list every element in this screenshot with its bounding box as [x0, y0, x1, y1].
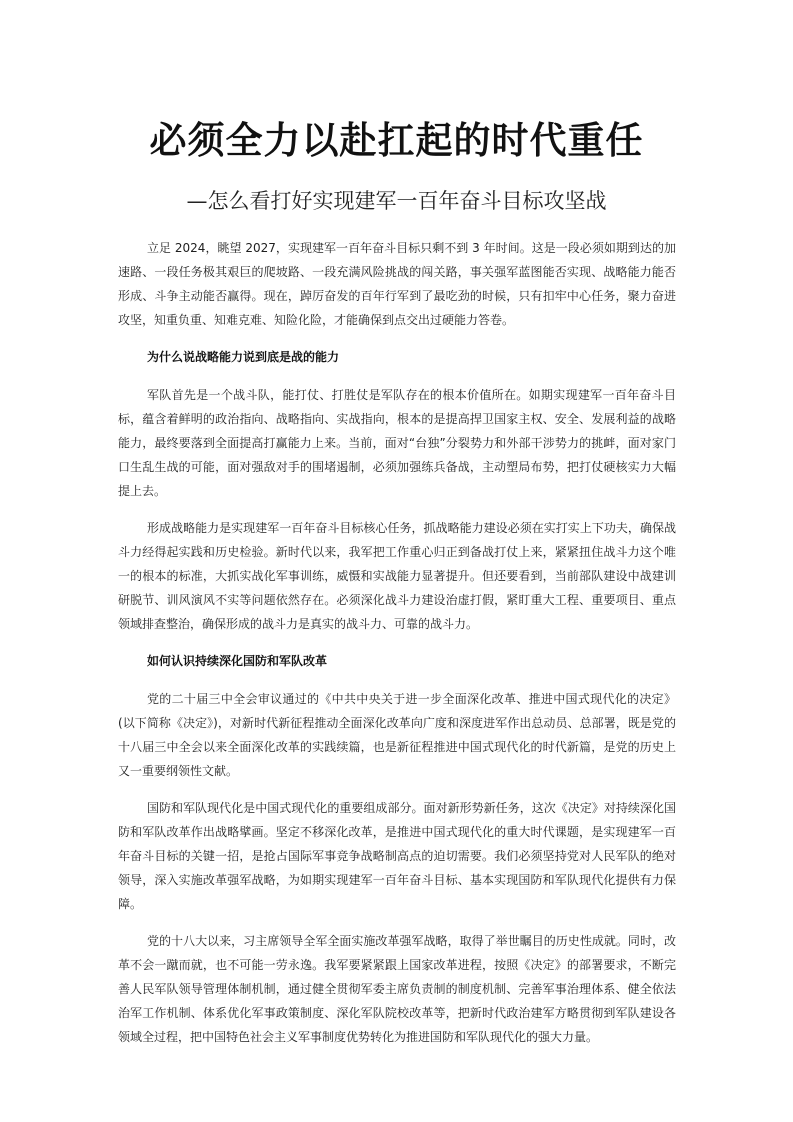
- paragraph: 党的二十届三中全会审议通过的《中共中央关于进一步全面深化改革、推进中国式现代化的决定》(以下简称《决定》)，对新时代新征程推动全面深化改革向广度和深度进军作出总动员、总部署，既是党的十八届三中全会以来全面深化改革的实践续篇，也是新征程推进中国式现代化的时代新篇，是党的历史上又一重要纲领性文献。: [118, 692, 676, 778]
- article-body: [118, 236, 676, 1062]
- page-subtitle: —怎么看打好实现建军一百年奋斗目标攻坚战: [186, 189, 607, 213]
- paragraph: 军队首先是一个战斗队，能打仗、打胜仗是军队存在的根本价值所在。如期实现建军一百年奋斗目标，蕴含着鲜明的政治指向、战略指向、实战指向，根本的是提高捍卫国家主权、安全、发展利益的战略能力，最终要落到全面提高打赢能力上来。当前，面对“台独”分裂势力和外部干涉势力的挑衅，面对家门口生乱生战的可能，面对强敌对手的围堵遏制，必须加强练兵备战，主动塑局布势，把打仗硬核实力大幅提上去。: [118, 388, 676, 498]
- page-title: 必须全力以赴扛起的时代重任: [149, 119, 644, 162]
- paragraph: 国防和军队现代化是中国式现代化的重要组成部分。面对新形势新任务，这次《决定》对持续深化国防和军队改革作出战略擘画。坚定不移深化改革，是推进中国式现代化的重大时代课题，是实现建军一百年奋斗目标的关键一招，是抢占国际军事竞争战略制高点的迫切需要。我们必须坚持党对人民军队的绝对领导，深入实施改革强军战略，为如期实现建军一百年奋斗目标、基本实现国防和军队现代化提供有力保障。: [118, 801, 676, 911]
- intro-paragraph: 立足 2024，眺望 2027，实现建军一百年奋斗目标只剩不到 3 年时间。这是一段必须如期到达的加速路、一段任务极其艰巨的爬坡路、一段充满风险挑战的闯关路，事关强军蓝图能否实现、战略能力能否形成、斗争主动能否赢得。现在，踔厉奋发的百年行军到了最吃劲的时候，只有扣牢中心任务，聚力奋进攻坚，知重负重、知难克难、知险化险，才能确保到点交出过硬能力答卷。: [118, 241, 676, 327]
- paragraph: 形成战略能力是实现建军一百年奋斗目标核心任务，抓战略能力建设必须在实打实上下功夫，确保战斗力经得起实践和历史检验。新时代以来，我军把工作重心归正到备战打仗上来，紧紧扭住战斗力这个唯一的根本的标准，大抓实战化军事训练，威慑和实战能力显著提升。但还要看到，当前部队建设中战建训研脱节、训风演风不实等问题依然存在。必须深化战斗力建设治虚打假，紧盯重大工程、重要项目、重点领域排查整治，确保形成的战斗力是真实的战斗力、可靠的战斗力。: [118, 521, 676, 631]
- section-heading-strategic-capability: 为什么说战略能力说到底是战的能力: [147, 350, 340, 364]
- paragraph: 党的十八大以来，习主席领导全军全面实施改革强军战略，取得了举世瞩目的历史性成就。同时，改革不会一蹴而就，也不可能一劳永逸。我军要紧紧跟上国家改革进程，按照《决定》的部署要求，不断完善人民军队领导管理体制机制，通过健全贯彻军委主席负责制的制度机制、完善军事治理体系、健全依法治军工作机制、体系优化军事政策制度、深化军队院校改革等，把新时代政治建军方略贯彻到军队建设各领域全过程，把中国特色社会主义军事制度优势转化为推进国防和军队现代化的强大力量。: [118, 934, 676, 1044]
- section-heading-military-reform: 如何认识持续深化国防和军队改革: [147, 654, 328, 668]
